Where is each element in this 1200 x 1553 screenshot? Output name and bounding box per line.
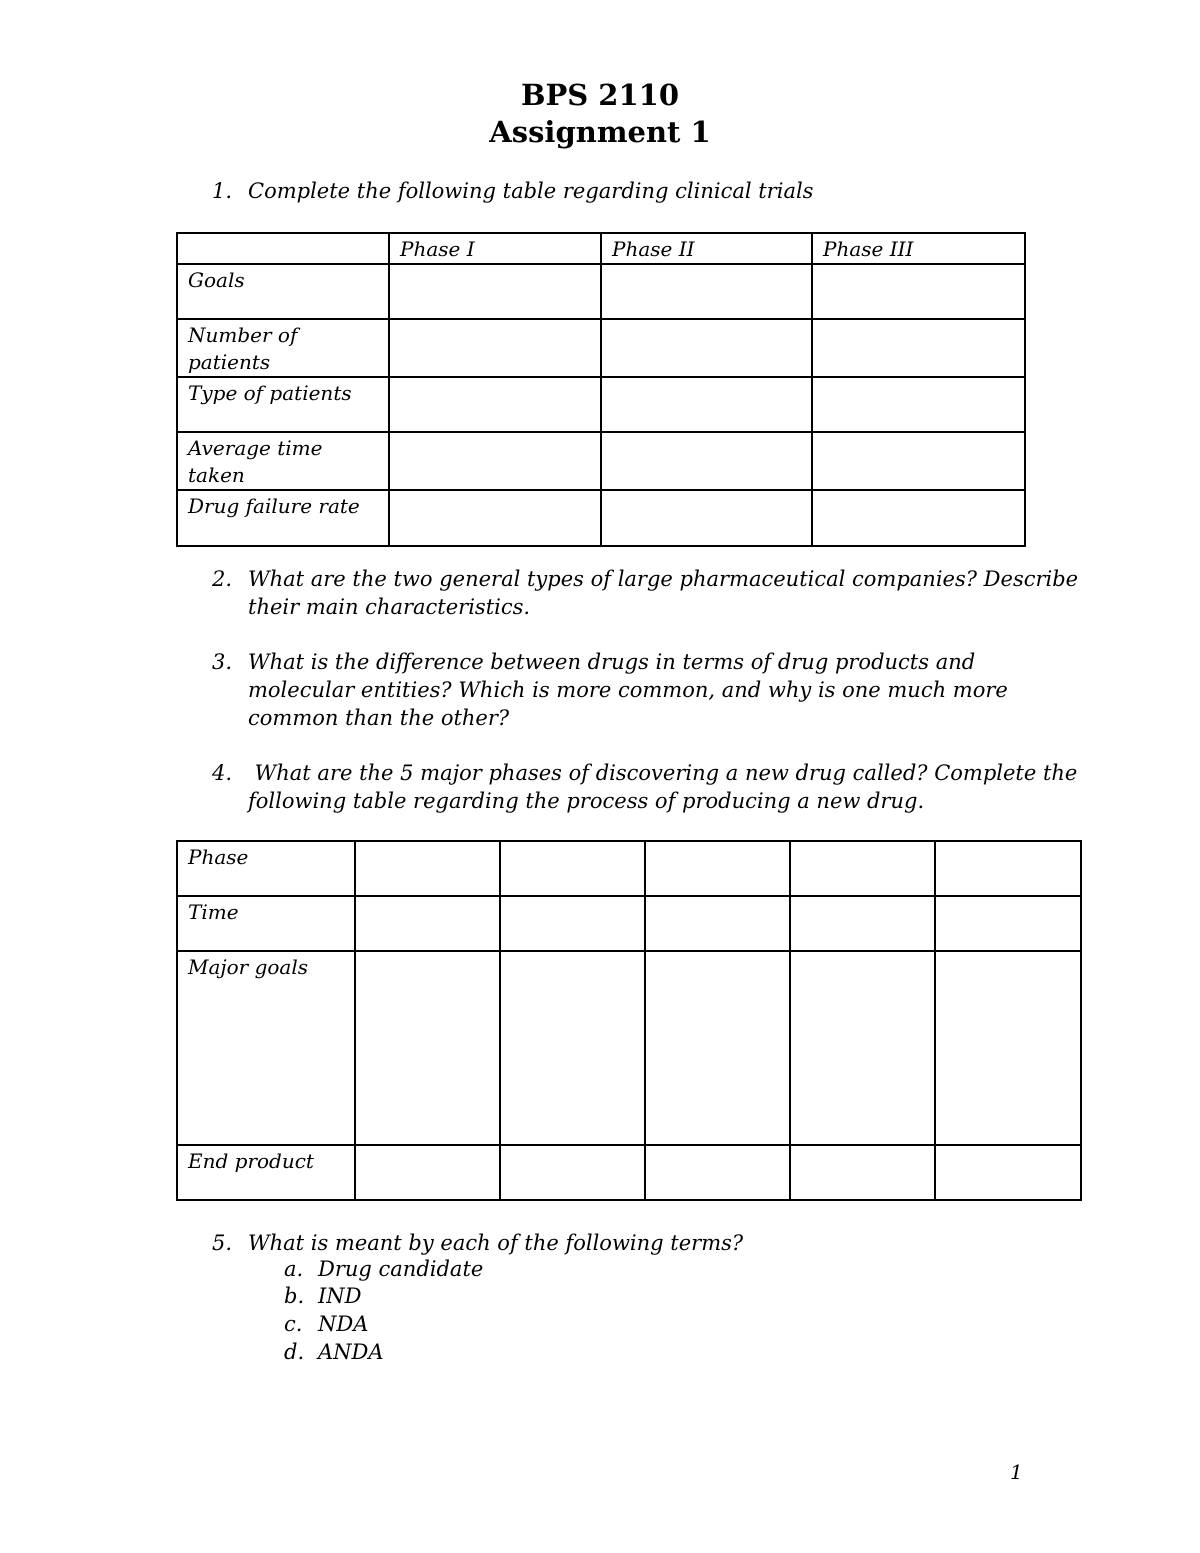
question-number: 4.: [212, 761, 233, 785]
table-row-time: [177, 896, 1081, 951]
table-row-number-of-patients: [177, 319, 1025, 377]
answer-cell[interactable]: [790, 951, 935, 1145]
question-line: their main characteristics.: [248, 595, 531, 619]
question-line: What is the difference between drugs in terms of drug products and: [248, 650, 976, 674]
table-row-type-of-patients: [177, 377, 1025, 432]
answer-cell[interactable]: [935, 951, 1081, 1145]
row-label: End product: [177, 1145, 355, 1200]
table-row-end-product: [177, 1145, 1081, 1200]
question-number: 1.: [212, 179, 233, 203]
answer-cell[interactable]: [645, 951, 790, 1145]
row-label: [177, 264, 389, 319]
table-header-row: [177, 233, 1025, 264]
answer-cell[interactable]: [645, 841, 790, 896]
table-row-phase: [177, 841, 1081, 896]
answer-cell[interactable]: [935, 1145, 1081, 1200]
term-text: ANDA: [318, 1340, 384, 1364]
answer-cell[interactable]: [790, 896, 935, 951]
question-number: 2.: [212, 567, 233, 591]
table-row-drug-failure-rate: [177, 490, 1025, 546]
header-cell: [177, 233, 389, 264]
row-label-line: Goals: [188, 268, 245, 292]
answer-cell[interactable]: [812, 319, 1025, 377]
question-line: following table regarding the process of producing a new drug.: [248, 789, 925, 813]
answer-cell[interactable]: [812, 490, 1025, 546]
header-cell-phase-1: Phase I: [389, 233, 601, 264]
answer-cell[interactable]: [389, 264, 601, 319]
assignment-title: Assignment 1: [489, 115, 711, 149]
answer-cell[interactable]: [355, 951, 500, 1145]
answer-cell[interactable]: [601, 377, 812, 432]
answer-cell[interactable]: [389, 377, 601, 432]
header-cell-phase-2: Phase II: [601, 233, 812, 264]
question-line: molecular entities? Which is more common, and why is one much more: [248, 678, 1008, 702]
term-letter: a.: [284, 1257, 304, 1281]
question-number: 5.: [212, 1231, 233, 1255]
term-text: IND: [318, 1284, 362, 1308]
row-label-line: Average time: [188, 436, 323, 460]
answer-cell[interactable]: [355, 841, 500, 896]
row-label-line: Drug failure rate: [188, 494, 360, 518]
drug-process-table: [176, 840, 1082, 1201]
row-label-line: taken: [188, 463, 245, 487]
answer-cell[interactable]: [389, 432, 601, 490]
answer-cell[interactable]: [935, 841, 1081, 896]
term-letter: b.: [284, 1284, 305, 1308]
answer-cell[interactable]: [790, 841, 935, 896]
answer-cell[interactable]: [812, 432, 1025, 490]
question-line: Complete the following table regarding clinical trials: [248, 179, 814, 203]
row-label: Major goals: [177, 951, 355, 1145]
term-text: Drug candidate: [318, 1257, 484, 1281]
answer-cell[interactable]: [790, 1145, 935, 1200]
answer-cell[interactable]: [500, 1145, 645, 1200]
row-label-line: Type of patients: [188, 381, 352, 405]
row-label: [177, 319, 389, 377]
answer-cell[interactable]: [601, 432, 812, 490]
question-number: 3.: [212, 650, 233, 674]
row-label-line: Number of: [188, 323, 298, 347]
clinical-trials-table: [176, 232, 1026, 547]
table-row-average-time-taken: [177, 432, 1025, 490]
term-text: NDA: [318, 1312, 369, 1336]
answer-cell[interactable]: [645, 1145, 790, 1200]
row-label: Time: [177, 896, 355, 951]
row-label: [177, 377, 389, 432]
answer-cell[interactable]: [355, 896, 500, 951]
answer-cell[interactable]: [389, 319, 601, 377]
question-line: What are the two general types of large pharmaceutical companies? Describe: [248, 567, 1079, 591]
question-line: What are the 5 major phases of discovering a new drug called? Complete the: [248, 761, 1078, 785]
answer-cell[interactable]: [500, 896, 645, 951]
row-label: [177, 490, 389, 546]
answer-cell[interactable]: [355, 1145, 500, 1200]
answer-cell[interactable]: [812, 264, 1025, 319]
page-number: 1: [1010, 1460, 1023, 1484]
row-label: [177, 432, 389, 490]
course-title: BPS 2110: [520, 78, 680, 112]
answer-cell[interactable]: [645, 896, 790, 951]
row-label: Phase: [177, 841, 355, 896]
answer-cell[interactable]: [812, 377, 1025, 432]
answer-cell[interactable]: [389, 490, 601, 546]
answer-cell[interactable]: [500, 841, 645, 896]
term-letter: c.: [284, 1312, 303, 1336]
term-letter: d.: [284, 1340, 305, 1364]
answer-cell[interactable]: [601, 490, 812, 546]
answer-cell[interactable]: [601, 264, 812, 319]
answer-cell[interactable]: [935, 896, 1081, 951]
table-row-major-goals: [177, 951, 1081, 1145]
row-label-line: patients: [188, 350, 271, 374]
table-row-goals: [177, 264, 1025, 319]
question-line: common than the other?: [248, 706, 510, 730]
answer-cell[interactable]: [500, 951, 645, 1145]
answer-cell[interactable]: [601, 319, 812, 377]
question-line: What is meant by each of the following terms?: [248, 1231, 744, 1255]
header-cell-phase-3: Phase III: [812, 233, 1025, 264]
